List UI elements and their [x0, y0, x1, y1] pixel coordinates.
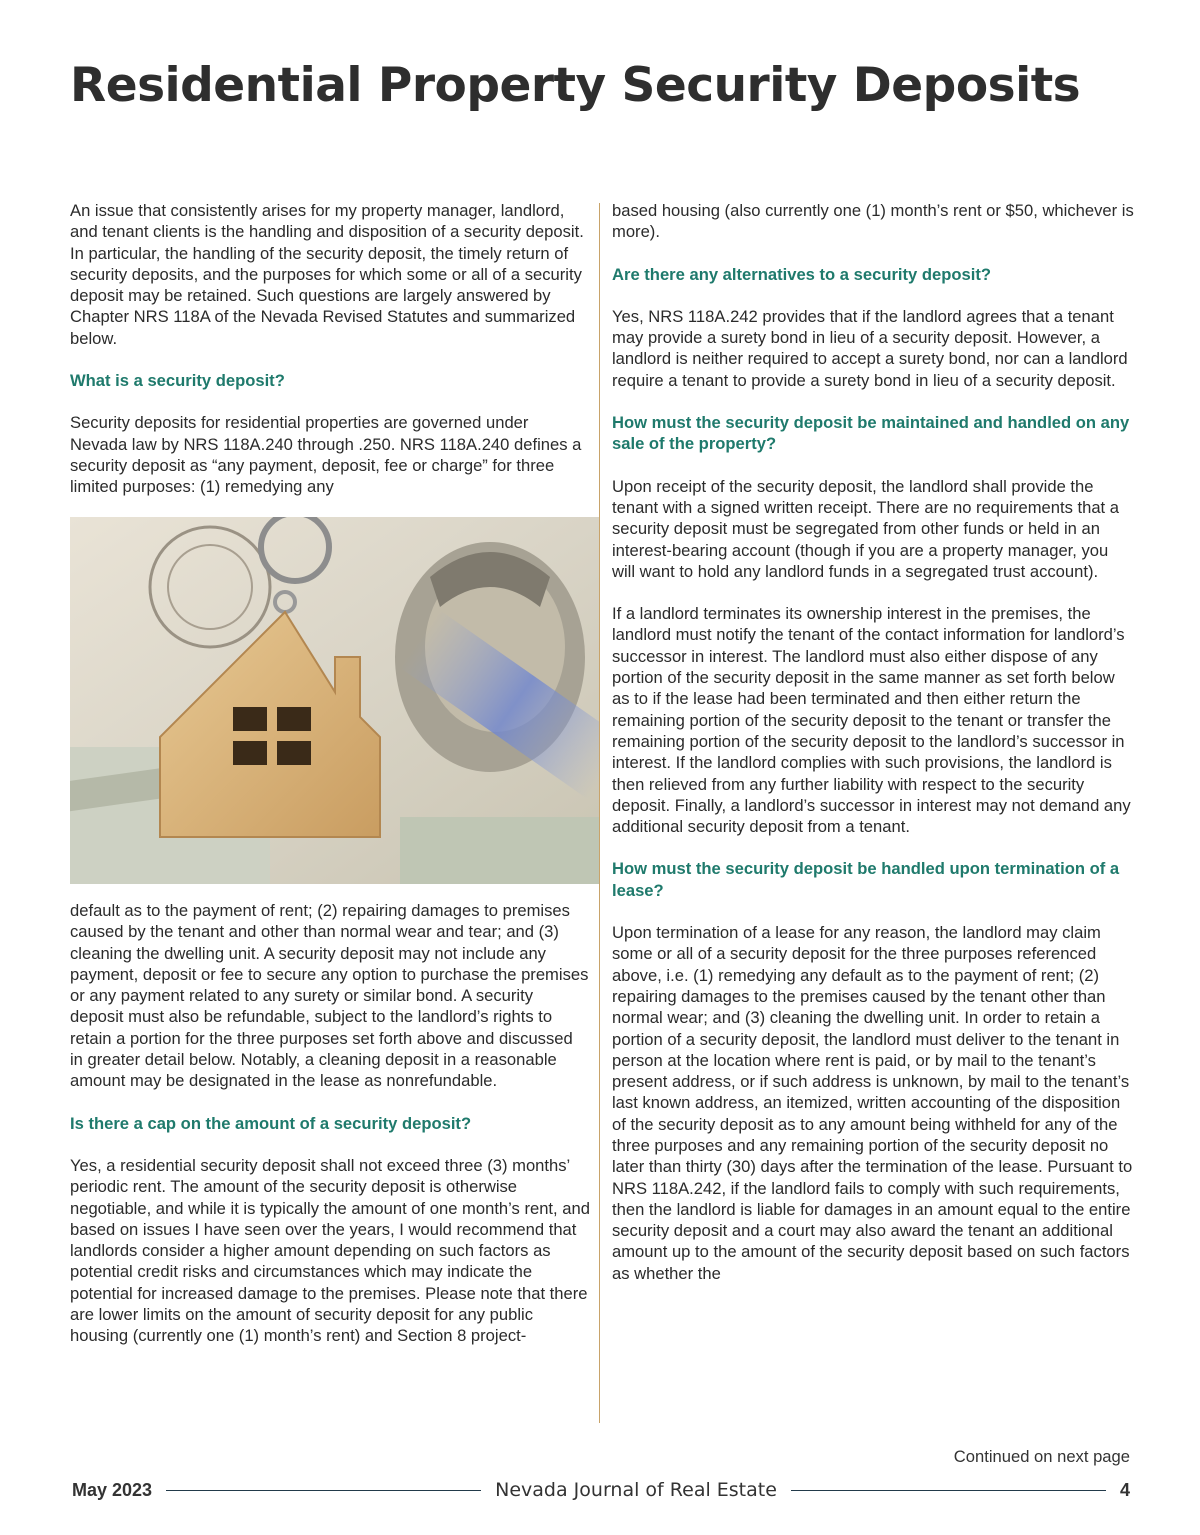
cap-paragraph: Yes, a residential security deposit shall not exceed three (3) months’ periodic rent. The amount of the security deposit is otherwise negotiable, and while it is typically the amount of one month’s rent, and based on issues I have seen over the years, I would recommend that landlords consider a higher amount depending on such factors as potential credit risks and circumstances which may indicate the potential for increased damage to the premises. Please note that there are lower limits on the amount of security deposit for any public housing (currently one (1) month’s rent) and Section 8 project-: [70, 1155, 590, 1346]
section-heading-termination: How must the security deposit be handled upon termination of a lease?: [612, 859, 1120, 900]
definition-paragraph: Security deposits for residential properties are governed under Nevada law by NRS 118A.240 through .250. NRS 118A.240 defines a security deposit as “any payment, deposit, fee or charge” for three limited purposes: (1) remedying any: [70, 413, 582, 497]
continued-note: Continued on next page: [953, 1447, 1130, 1466]
left-column-lower: [70, 900, 590, 1368]
footer-page-number: 4: [1120, 1479, 1131, 1500]
section-heading-cap: Is there a cap on the amount of a security deposit?: [70, 1113, 472, 1133]
definition-continued-paragraph: default as to the payment of rent; (2) repairing damages to premises caused by the tenant and other than normal wear and tear; and (3) cleaning the dwelling unit. A security deposit may not include any payment, deposit or fee to secure any option to purchase the premises or any payment related to any surety or similar bond. A security deposit must also be refundable, subject to the landlord’s rights to retain a portion for the three purposes set forth above and discussed in greater detail below. Notably, a cleaning deposit in a reasonable amount may be designated in the lease as nonrefundable.: [70, 901, 589, 1091]
alternatives-paragraph: Yes, NRS 118A.242 provides that if the landlord agrees that a tenant may provide a surety bond in lieu of a security deposit. However, a landlord is neither required to accept a surety bond, nor can a landlord require a tenant to provide a surety bond in lieu of a security deposit.: [612, 306, 1128, 390]
page-title: Residential Property Security Deposits: [70, 58, 1081, 113]
housing-continued-paragraph: based housing (also currently one (1) month’s rent or $50, whichever is more).: [612, 201, 1134, 242]
footer-journal-name: Nevada Journal of Real Estate: [495, 1479, 777, 1501]
footer-rule-right: [791, 1490, 1106, 1491]
intro-paragraph: An issue that consistently arises for my property manager, landlord, and tenant clients is the handling and disposition of a security deposit. In particular, the handling of the security deposit, the timely return of security deposits, and the purposes for which some or all of a security deposit may be retained. Such questions are largely answered by Chapter NRS 118A of the Nevada Revised Statutes and summarized below.: [70, 201, 584, 348]
receipt-paragraph: Upon receipt of the security deposit, the landlord shall provide the tenant with a signed written receipt. There are no requirements that a security deposit must be segregated from other funds or held in an interest-bearing account (though if you are a property manager, you will want to hold any landlord funds in a segregated trust account).: [612, 476, 1120, 581]
column-divider: [599, 203, 600, 1423]
footer-month: May 2023: [72, 1479, 153, 1500]
footer-rule-left: [166, 1490, 481, 1491]
left-column: [70, 200, 590, 519]
page-footer: [72, 1478, 1130, 1502]
house-keychain-on-dollar-bills-photo: [70, 517, 600, 884]
section-heading-alternatives: Are there any alternatives to a security deposit?: [612, 264, 992, 284]
termination-paragraph: Upon termination of a lease for any reason, the landlord may claim some or all of a security deposit for the three purposes referenced above, i.e. (1) remedying any default as to the payment of rent; (2) repairing damages to the premises caused by the tenant other than normal wear; and (3) cleaning the dwelling unit. In order to retain a portion of a security deposit, the landlord must deliver to the tenant in person at the location where rent is paid, or by mail to the tenant’s present address, or if such address is unknown, by mail to the tenant’s last known address, an itemized, written accounting of the disposition of the security deposit as to any amount being withheld for any of the three purposes and any remaining portion of the security deposit no later than thirty (30) days after the termination of the lease. Pursuant to NRS 118A.242, if the landlord fails to comply with such requirements, then the landlord is liable for damages in an amount equal to the entire security deposit and a court may also award the tenant an additional amount up to the amount of the security deposit based on such factors as whether the: [612, 923, 1133, 1283]
section-heading-what-is: What is a security deposit?: [70, 371, 285, 391]
house-keychain-photo: [70, 517, 600, 884]
section-heading-maintained: How must the security deposit be maintained and handled on any sale of the property?: [612, 413, 1130, 454]
right-column: [612, 200, 1134, 1305]
ownership-paragraph: If a landlord terminates its ownership interest in the premises, the landlord must notify the tenant of the contact information for landlord’s successor in interest. The landlord must also either dispose of any portion of the security deposit in the same manner as set forth below as to if the lease had been terminated and then either return the remaining portion of the security deposit to the tenant or transfer the remaining portion of the security deposit to the landlord’s successor in interest. If the landlord complies with such provisions, the landlord is then relieved from any further liability with respect to the security deposit. Finally, a landlord’s successor in interest may not demand any additional security deposit from a tenant.: [612, 604, 1131, 837]
